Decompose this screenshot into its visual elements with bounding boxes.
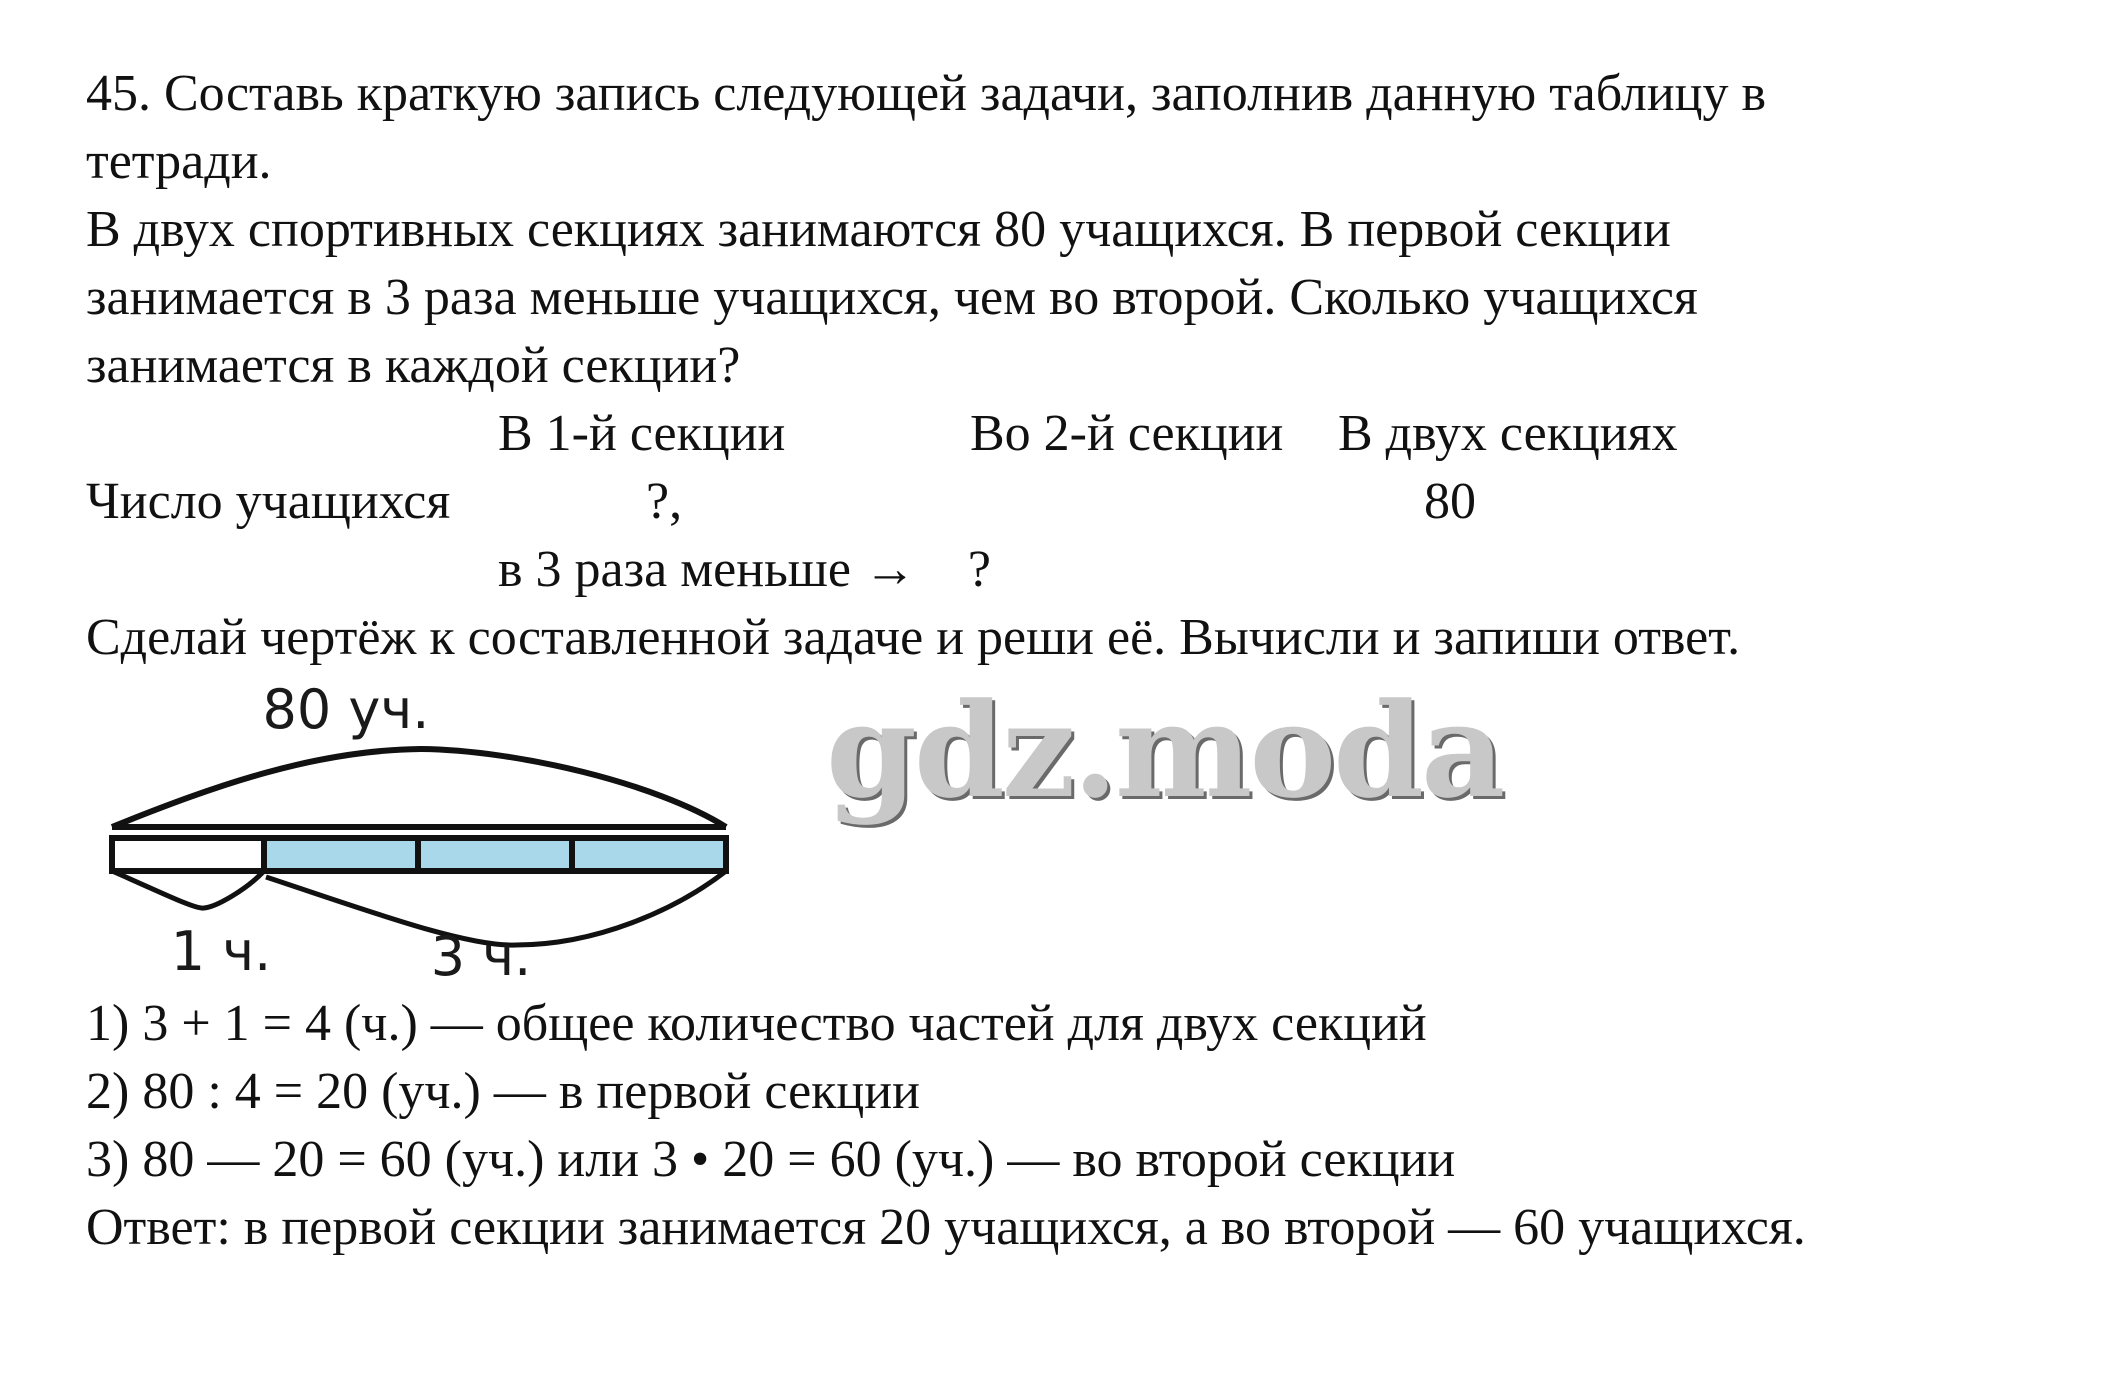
table-cell-total: 80 — [1424, 473, 1476, 530]
segment-part2 — [572, 838, 726, 871]
problem-line: 45. Составь краткую запись следующей задачи, заполнив данную таблицу в — [86, 65, 1767, 122]
total-label: 80 уч. — [262, 678, 430, 741]
total-brace — [112, 749, 726, 827]
segment-part1 — [112, 838, 264, 871]
part1-brace — [112, 871, 264, 908]
segments-group — [112, 838, 726, 871]
solution-step: 2) 80 : 4 = 20 (уч.) — в первой секции — [86, 1063, 920, 1120]
answer-line: Ответ: в первой секции занимается 20 учащихся, а во второй — 60 учащихся. — [86, 1199, 1806, 1256]
part1-label: 1 ч. — [170, 920, 272, 983]
problem-line: занимается в каждой секции? — [86, 337, 741, 394]
problem-line: занимается в 3 раза меньше учащихся, чем во второй. Сколько учащихся — [86, 269, 1698, 326]
problem-line: тетради. — [86, 133, 272, 190]
segment-diagram — [96, 665, 756, 995]
solution-step: 3) 80 — 20 = 60 (уч.) или 3 • 20 = 60 (уч.) — во второй секции — [86, 1131, 1456, 1188]
table-cell-first: ?, — [646, 473, 683, 530]
table-header-total: В двух секциях — [1338, 405, 1678, 462]
table-row-label: Число учащихся — [86, 473, 451, 530]
table-header-second: Во 2-й секции — [970, 405, 1284, 462]
solution-step: 1) 3 + 1 = 4 (ч.) — общее количество частей для двух секций — [86, 995, 1427, 1052]
instruction: Сделай чертёж к составленной задаче и реши её. Вычисли и запиши ответ. — [86, 609, 1741, 666]
watermark-logo: gdz.moda — [826, 674, 1503, 827]
problem-line: В двух спортивных секциях занимаются 80 учащихся. В первой секции — [86, 201, 1671, 258]
segment-part2 — [418, 838, 572, 871]
segment-part2 — [264, 838, 418, 871]
table-header-first: В 1-й секции — [498, 405, 786, 462]
part2-label: 3 ч. — [430, 925, 532, 988]
table-row-relation: в 3 раза меньше → ? — [498, 541, 991, 598]
